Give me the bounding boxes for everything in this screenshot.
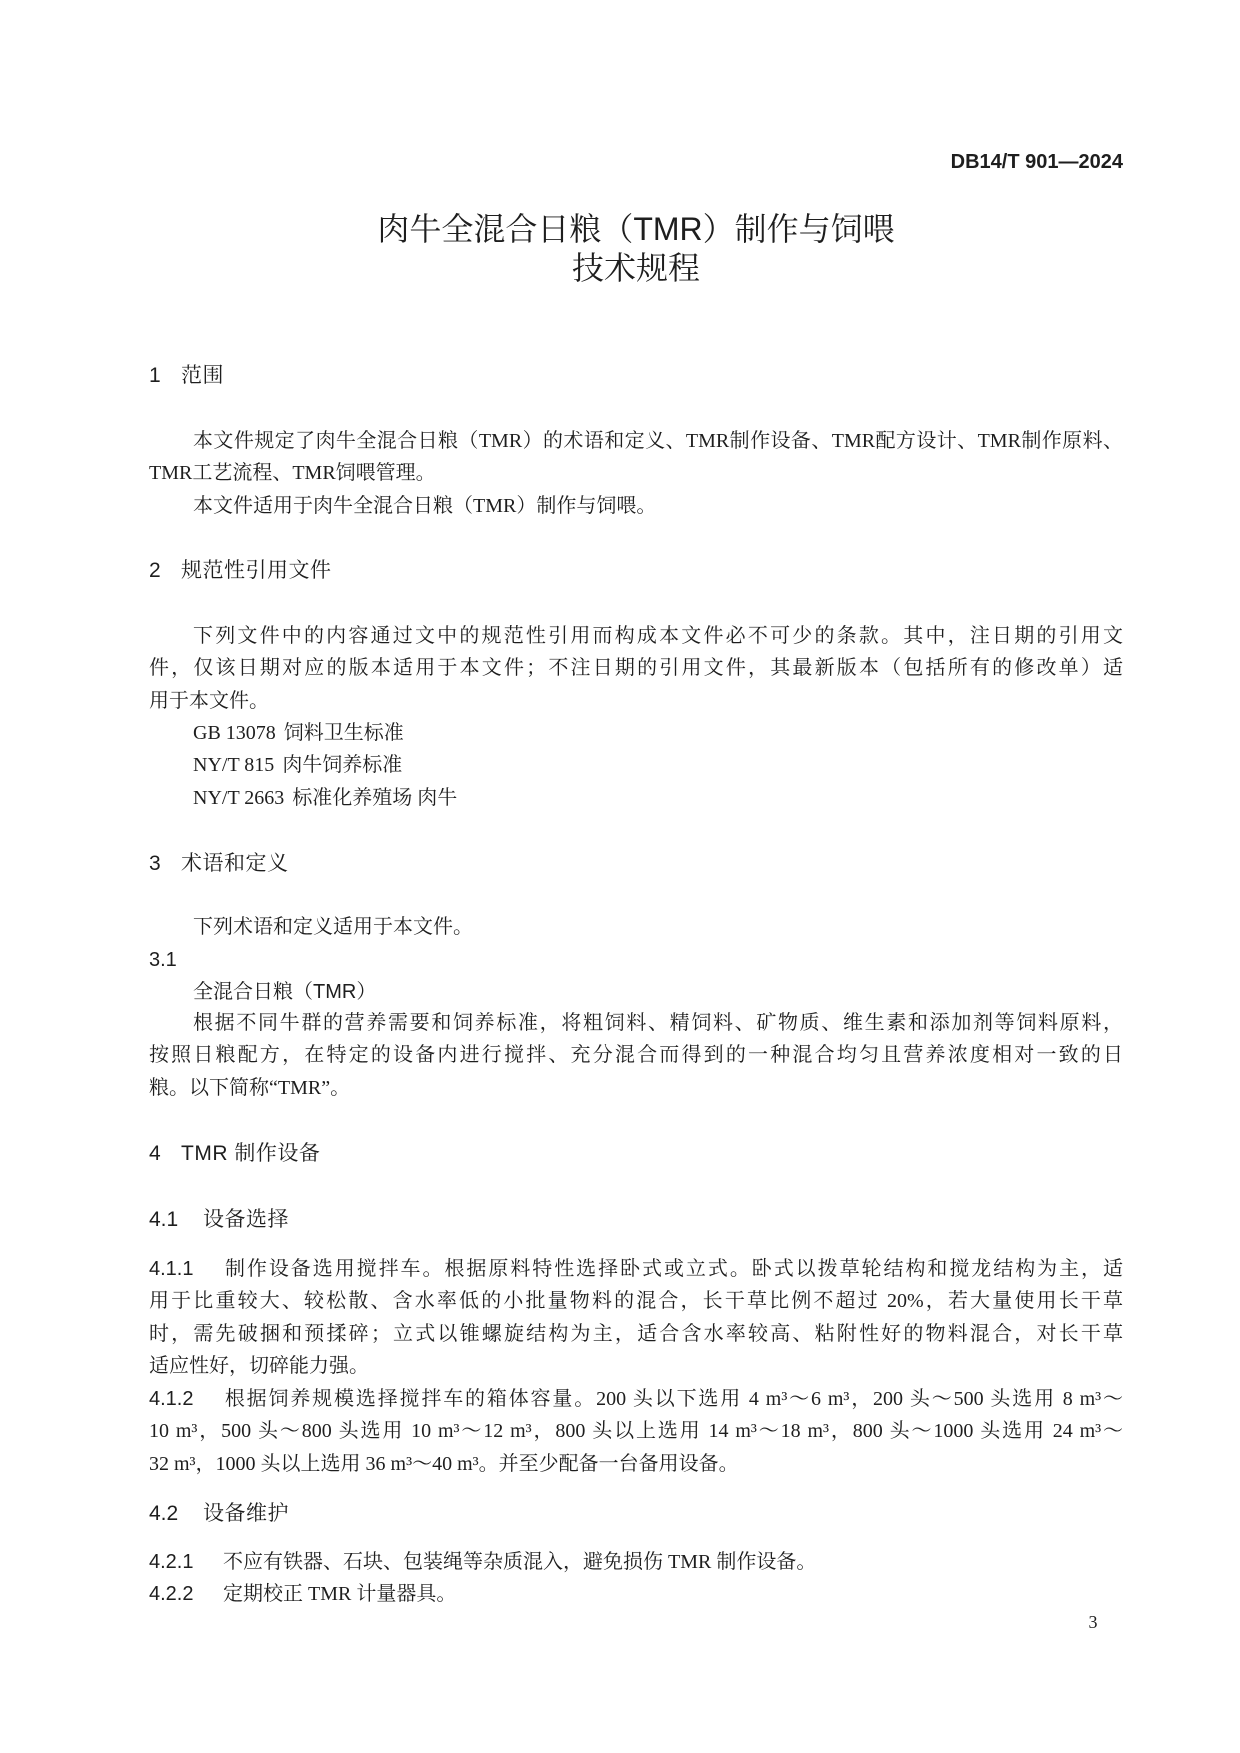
section-number: 2 xyxy=(149,559,161,582)
scope-paragraph-2 xyxy=(149,490,1123,522)
clause-4-1-1 xyxy=(149,1253,1123,1383)
section-number: 1 xyxy=(149,364,161,387)
page-number: 3 xyxy=(1088,1612,1098,1632)
section-heading-terms xyxy=(149,848,1123,880)
paragraph-line: 件，仅该日期对应的版本适用于本文件；不注日期的引用文件，其最新版本（包括所有的修改单）适 xyxy=(149,657,1123,680)
paragraph-line: 按照日粮配方，在特定的设备内进行搅拌、充分混合而得到的一种混合均匀且营养浓度相对一致的日 xyxy=(149,1044,1123,1067)
subsection-number: 4.1 xyxy=(149,1208,179,1231)
reference-item xyxy=(149,749,1123,781)
reference-item xyxy=(149,717,1123,749)
clause-4-2-2 xyxy=(149,1578,1123,1610)
section-number: 4 xyxy=(149,1142,161,1165)
clause-number: 4.1.1 xyxy=(149,1258,194,1280)
clause-line: 32 m³，1000 头以上选用 36 m³～40 m³。并至少配备一台备用设备。 xyxy=(149,1452,739,1475)
subsection-title: 设备维护 xyxy=(203,1502,289,1525)
reference-title: 标准化养殖场 肉牛 xyxy=(292,786,458,809)
clause-number: 4.1.2 xyxy=(149,1388,194,1410)
section-heading-scope xyxy=(149,360,1123,392)
terms-intro xyxy=(149,911,1123,943)
paragraph-line: 粮。以下简称“TMR”。 xyxy=(149,1076,351,1099)
section-heading-normative-references xyxy=(149,555,1123,587)
section-title: 规范性引用文件 xyxy=(181,559,332,582)
clause-number: 4.2.2 xyxy=(149,1583,194,1605)
clause-4-2-1 xyxy=(149,1546,1123,1578)
clause-text: 制作设备选用搅拌车。根据原料特性选择卧式或立式。卧式以拨草轮结构和搅龙结构为主，适 xyxy=(223,1258,1123,1280)
paragraph-line: 下列文件中的内容通过文中的规范性引用而构成本文件必不可少的条款。其中，注日期的引用文 xyxy=(193,625,1123,647)
reference-code: NY/T 815 xyxy=(193,754,275,777)
reference-code: GB 13078 xyxy=(193,722,276,744)
clause-text: 根据饲养规模选择搅拌车的箱体容量。200 头以下选用 4 m³～6 m³，200 头～500 头选用 8 m³～ xyxy=(223,1388,1123,1410)
clause-line: 10 m³，500 头～800 头选用 10 m³～12 m³，800 头以上选用 14 m³～18 m³，800 头～1000 头选用 24 m³～ xyxy=(149,1420,1123,1443)
clause-line xyxy=(149,1253,1123,1285)
term-definition xyxy=(149,1007,1123,1104)
paragraph-line: 本文件规定了肉牛全混合日粮（TMR）的术语和定义、TMR制作设备、TMR配方设计、TMR制作原料、 xyxy=(193,430,1123,452)
clause-line: 时，需先破捆和预揉碎；立式以锥螺旋结构为主，适合含水率较高、粘附性好的物料混合，对长干草 xyxy=(149,1322,1123,1345)
section-title: TMR 制作设备 xyxy=(181,1142,321,1165)
section-heading-equipment xyxy=(149,1138,1123,1170)
section-title: 术语和定义 xyxy=(181,852,289,875)
document-title-line-1: 肉牛全混合日粮（TMR）制作与饲喂 xyxy=(377,211,895,247)
reference-item xyxy=(149,782,1123,814)
section-number: 3 xyxy=(149,852,161,875)
reference-title: 饲料卫生标准 xyxy=(283,722,404,744)
clause-line xyxy=(149,1383,1123,1415)
paragraph-line: 本文件适用于肉牛全混合日粮（TMR）制作与饲喂。 xyxy=(193,495,657,517)
reference-code: NY/T 2663 xyxy=(193,786,285,809)
paragraph-line: 下列术语和定义适用于本文件。 xyxy=(193,916,473,938)
paragraph-line: 用于本文件。 xyxy=(149,689,269,712)
document-title-line-2: 技术规程 xyxy=(571,250,700,286)
term-number: 3.1 xyxy=(149,949,177,971)
reference-list xyxy=(149,717,1123,814)
clause-text: 定期校正 TMR 计量器具。 xyxy=(223,1583,457,1605)
paragraph-line: 根据不同牛群的营养需要和饲养标准，将粗饲料、精饲料、矿物质、维生素和添加剂等饲料原料， xyxy=(193,1012,1123,1034)
scope-paragraph-1 xyxy=(149,425,1123,490)
clause-4-1-2 xyxy=(149,1383,1123,1480)
subsection-number: 4.2 xyxy=(149,1502,179,1525)
standard-code: DB14/T 901—2024 xyxy=(950,151,1123,173)
subsection-heading-equipment-selection xyxy=(149,1204,1123,1236)
paragraph-line: TMR工艺流程、TMR饲喂管理。 xyxy=(149,462,436,485)
reference-title: 肉牛饲养标准 xyxy=(282,754,403,777)
term-name: 全混合日粮（TMR） xyxy=(193,981,377,1003)
subsection-title: 设备选择 xyxy=(203,1208,289,1231)
clause-number: 4.2.1 xyxy=(149,1551,194,1573)
clause-line: 用于比重较大、较松散、含水率低的小批量物料的混合，长干草比例不超过 20%，若大量使用长干草 xyxy=(149,1290,1123,1313)
clause-line: 适应性好，切碎能力强。 xyxy=(149,1355,369,1378)
term-entry-number xyxy=(149,944,1123,976)
clause-text: 不应有铁器、石块、包装绳等杂质混入，避免损伤 TMR 制作设备。 xyxy=(223,1551,817,1573)
clause-line xyxy=(149,1578,1123,1610)
clause-line xyxy=(149,1546,1123,1578)
section-title: 范围 xyxy=(181,364,224,387)
subsection-heading-equipment-maintenance xyxy=(149,1498,1123,1530)
normative-references-intro xyxy=(149,620,1123,717)
term-entry-name xyxy=(149,976,1123,1008)
